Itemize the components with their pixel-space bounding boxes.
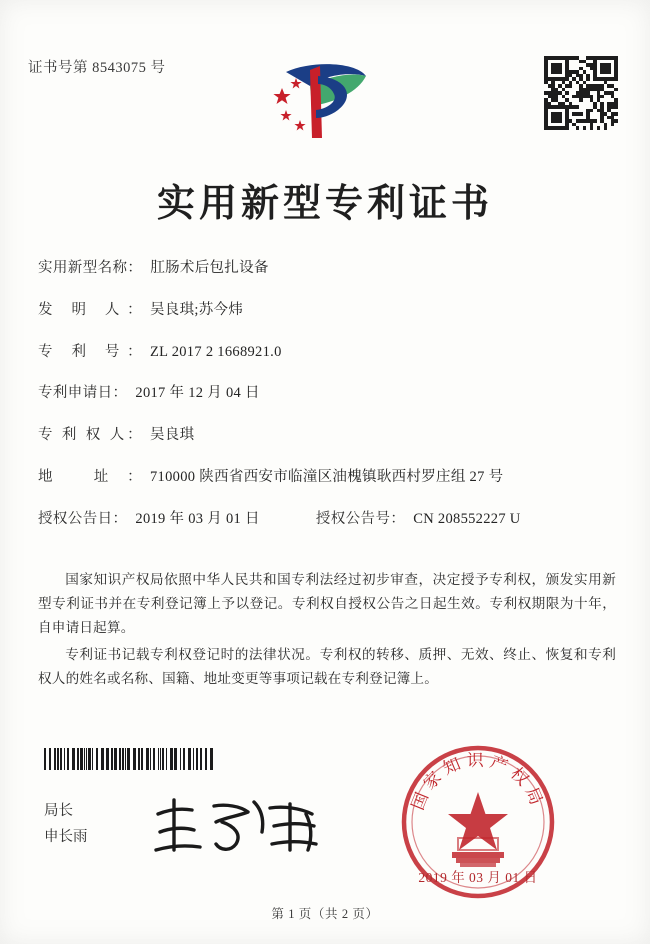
paragraph: 国家知识产权局依照中华人民共和国专利法经过初步审查，决定授予专利权，颁发实用新型专利证书并在专利登记簿上予以登记。专利权自授权公告之日起生效。专利权期限为十年，自申请日起算。 [38,572,616,635]
seal-date: 2019 年 03 月 01 日 [418,870,538,885]
field-label: 专 利 号： [38,343,142,360]
director-name: 申长雨 [44,829,88,846]
field-value: 吴良琪;苏今炜 [150,301,244,318]
field-row [38,383,613,405]
qr-code-icon [544,56,618,130]
field-row [38,258,613,280]
field-value: 710000 陕西省西安市临潼区油槐镇耿西村罗庄组 27 号 [150,468,504,485]
field-row [38,342,613,364]
director-block [44,798,88,850]
field-value: ZL 2017 2 1668921.0 [150,343,282,360]
grant-number-value: CN 208552227 U [413,510,521,527]
certificate-fields [38,258,613,550]
field-label: 实用新型名称： [38,260,143,276]
cnipa-logo-icon [252,52,372,144]
page-title: 实用新型专利证书 [156,180,493,225]
handwritten-signature-icon [150,792,340,862]
director-title: 局长 [44,803,73,819]
field-label: 专 利 权 人： [38,427,142,443]
field-row-grant [38,509,613,531]
field-row [38,467,613,489]
field-value: 2017 年 12 月 04 日 [135,385,260,402]
grant-number-label: 授权公告号： [315,510,406,527]
field-value: 肛肠术后包扎设备 [150,260,269,276]
barcode-icon [44,748,216,770]
field-label: 地 址： [38,468,142,485]
field-label: 专利申请日： [38,385,128,402]
svg-text:国家知识产权局: 国家知识产权局 [408,750,548,814]
field-row [38,300,613,322]
page-footer: 第 1 页（共 2 页） [271,907,379,921]
field-label: 发 明 人： [38,301,142,318]
certificate-number: 证书号第 8543075 号 [28,60,166,76]
legal-text [38,568,616,695]
grant-date-value: 2019 年 03 月 01 日 [135,510,260,527]
field-row [38,425,613,447]
grant-date-label: 授权公告日： [38,510,128,527]
field-value: 吴良琪 [150,427,195,443]
paragraph: 专利证书记载专利权登记时的法律状况。专利权的转移、质押、无效、终止、恢复和专利权人的姓名或名称、国籍、地址变更等事项记载在专利登记簿上。 [38,647,616,687]
